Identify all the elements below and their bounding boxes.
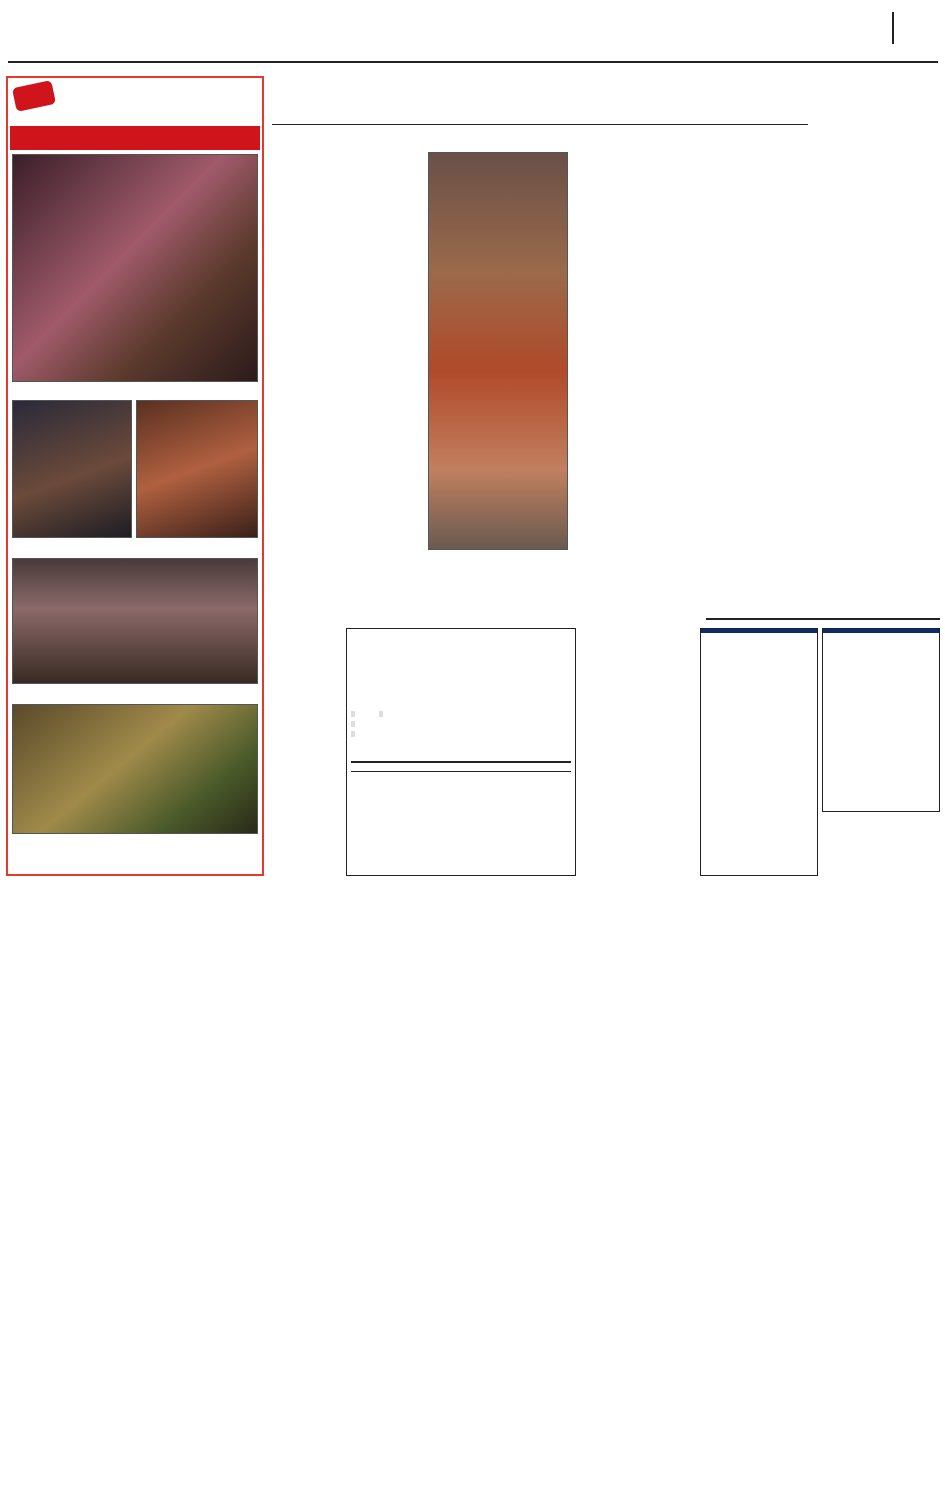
selfie-photo-3 <box>136 400 258 538</box>
esaf-branches <box>351 771 571 772</box>
esaf-venue-label <box>351 721 355 727</box>
woman-body <box>816 118 940 624</box>
lead-body-1 <box>272 140 422 560</box>
obit-body <box>272 664 344 876</box>
masthead <box>8 6 938 62</box>
masthead-logo <box>8 6 128 46</box>
esaf-addr-label <box>351 731 355 737</box>
section-divider <box>892 12 894 44</box>
esaf-branches-title <box>351 761 571 763</box>
ecr2-ad <box>822 628 940 812</box>
selfie-email[interactable] <box>10 126 260 150</box>
mcl-ad <box>706 618 940 620</box>
lead-photo <box>428 152 568 550</box>
selfie-photo-2 <box>12 400 132 538</box>
esaf-time-label <box>379 711 383 717</box>
esaf-venue-row <box>351 721 571 728</box>
ecr2-body <box>823 635 939 767</box>
selfie-photo-1 <box>12 154 258 382</box>
selfie-corner <box>6 76 264 876</box>
ser-body <box>582 642 698 858</box>
masthead-rule <box>8 61 938 63</box>
ecr2-pr <box>823 767 939 769</box>
lead-body-4 <box>272 560 422 626</box>
lead-body-2 <box>574 200 806 576</box>
esaf-ad <box>346 628 576 876</box>
selfie-photo-4 <box>12 558 258 684</box>
phone-icon <box>12 80 56 112</box>
esaf-addr-row <box>351 731 571 738</box>
esaf-date-label <box>351 711 355 717</box>
selfie-banner <box>10 80 260 126</box>
lead-rule <box>272 124 808 125</box>
ecr1-pr <box>701 807 817 809</box>
lead-body-3 <box>428 570 578 622</box>
esaf-date-row <box>351 711 571 718</box>
selfie-photo-5 <box>12 704 258 834</box>
ecr1-body <box>701 635 817 805</box>
ecr1-ad <box>700 628 818 876</box>
